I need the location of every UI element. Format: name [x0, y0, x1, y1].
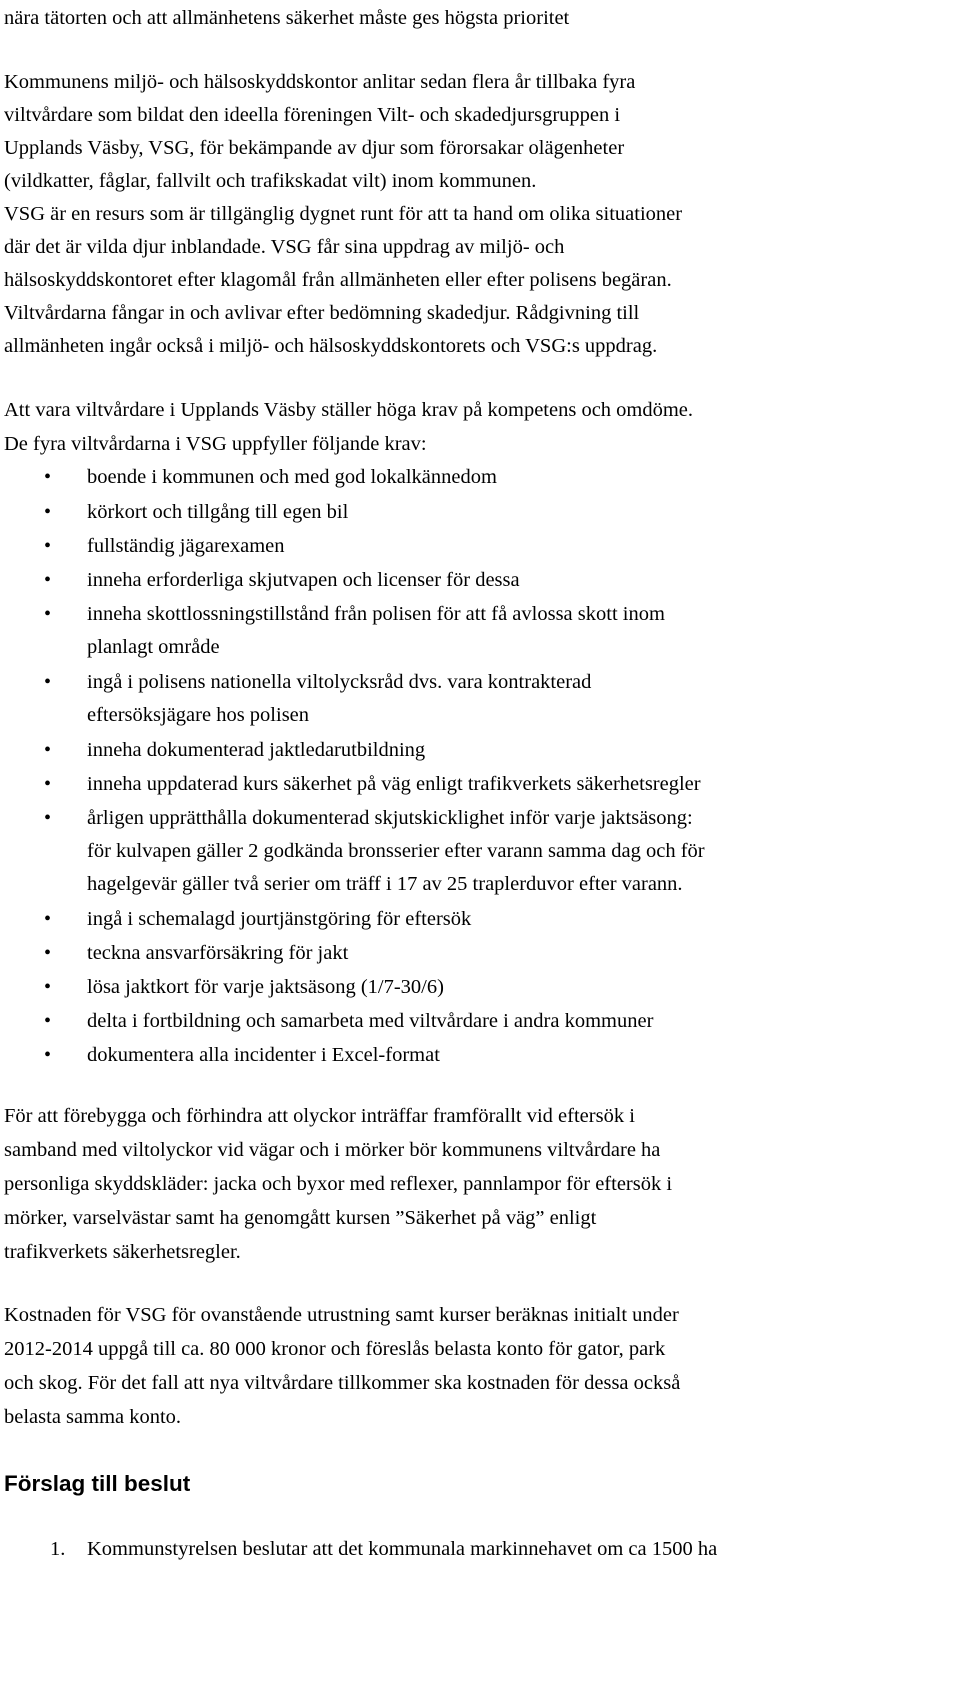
- text-line: trafikverkets säkerhetsregler.: [4, 1241, 241, 1263]
- list-item: teckna ansvarförsäkring för jakt: [87, 942, 349, 964]
- bullet-icon: •: [44, 569, 52, 591]
- list-item: inneha skottlossningstillstånd från polisen för att få avlossa skott inom: [87, 603, 665, 625]
- list-item: ingå i polisens nationella viltolycksråd dvs. vara kontrakterad: [87, 671, 592, 693]
- list-item-continuation: eftersöksjägare hos polisen: [87, 704, 310, 726]
- text-line: Upplands Väsby, VSG, för bekämpande av djur som förorsakar olägenheter: [4, 137, 625, 159]
- list-item: delta i fortbildning och samarbeta med viltvårdare i andra kommuner: [87, 1010, 654, 1032]
- text-line: Att vara viltvårdare i Upplands Väsby ställer höga krav på kompetens och omdöme.: [4, 399, 694, 421]
- text-line: De fyra viltvårdarna i VSG uppfyller följande krav:: [4, 433, 427, 455]
- text-line: där det är vilda djur inblandade. VSG får sina uppdrag av miljö- och: [4, 236, 565, 258]
- text-line: Kommunens miljö- och hälsoskyddskontor anlitar sedan flera år tillbaka fyra: [4, 71, 636, 93]
- list-item-continuation: planlagt område: [87, 636, 220, 658]
- text-line: (vildkatter, fåglar, fallvilt och trafikskadat vilt) inom kommunen.: [4, 170, 537, 192]
- list-item-continuation: hagelgevär gäller två serier om träff i 17 av 25 traplerduvor efter varann.: [87, 873, 683, 895]
- bullet-icon: •: [44, 976, 52, 998]
- text-line: allmänheten ingår också i miljö- och hälsoskyddskontorets och VSG:s uppdrag.: [4, 335, 658, 357]
- bullet-icon: •: [44, 1044, 52, 1066]
- text-line: mörker, varselvästar samt ha genomgått kursen ”Säkerhet på väg” enligt: [4, 1207, 597, 1229]
- bullet-icon: •: [44, 1010, 52, 1032]
- list-item: körkort och tillgång till egen bil: [87, 501, 349, 523]
- bullet-icon: •: [44, 773, 52, 795]
- text-line: belasta samma konto.: [4, 1406, 182, 1428]
- text-line: 2012-2014 uppgå till ca. 80 000 kronor och föreslås belasta konto för gator, park: [4, 1338, 666, 1360]
- text-line: VSG är en resurs som är tillgänglig dygnet runt för att ta hand om olika situationer: [4, 203, 683, 225]
- list-item: boende i kommunen och med god lokalkännedom: [87, 466, 497, 488]
- list-item: lösa jaktkort för varje jaktsäsong (1/7-30/6): [87, 976, 444, 998]
- list-item: årligen upprätthålla dokumenterad skjutskicklighet inför varje jaktsäsong:: [87, 807, 693, 829]
- bullet-icon: •: [44, 942, 52, 964]
- list-item: inneha erforderliga skjutvapen och licenser för dessa: [87, 569, 520, 591]
- bullet-icon: •: [44, 466, 52, 488]
- list-item: fullständig jägarexamen: [87, 535, 285, 557]
- text-line: Kostnaden för VSG för ovanstående utrustning samt kurser beräknas initialt under: [4, 1304, 679, 1326]
- text-line: Viltvårdarna fångar in och avlivar efter bedömning skadedjur. Rådgivning till: [4, 302, 640, 324]
- bullet-icon: •: [44, 535, 52, 557]
- bullet-icon: •: [44, 501, 52, 523]
- list-item: dokumentera alla incidenter i Excel-format: [87, 1044, 440, 1066]
- section-heading: Förslag till beslut: [4, 1471, 191, 1496]
- list-item: inneha dokumenterad jaktledarutbildning: [87, 739, 426, 761]
- list-item: inneha uppdaterad kurs säkerhet på väg enligt trafikverkets säkerhetsregler: [87, 773, 701, 795]
- bullet-icon: •: [44, 603, 52, 625]
- text-line: samband med viltolyckor vid vägar och i mörker bör kommunens viltvårdare ha: [4, 1139, 661, 1161]
- text-line: viltvårdare som bildat den ideella föreningen Vilt- och skadedjursgruppen i: [4, 104, 621, 126]
- text-line: personliga skyddskläder: jacka och byxor med reflexer, pannlampor för eftersök i: [4, 1173, 673, 1195]
- intro-line: nära tätorten och att allmänhetens säkerhet måste ges högsta prioritet: [4, 7, 570, 29]
- text-line: För att förebygga och förhindra att olyckor inträffar framförallt vid eftersök i: [4, 1105, 635, 1127]
- list-item: Kommunstyrelsen beslutar att det kommunala markinnehavet om ca 1500 ha: [87, 1538, 718, 1560]
- list-number: 1.: [50, 1538, 66, 1560]
- list-item-continuation: för kulvapen gäller 2 godkända bronsserier efter varann samma dag och för: [87, 840, 705, 862]
- text-line: hälsoskyddskontoret efter klagomål från allmänheten eller efter polisens begäran.: [4, 269, 672, 291]
- bullet-icon: •: [44, 671, 52, 693]
- text-line: och skog. För det fall att nya viltvårdare tillkommer ska kostnaden för dessa också: [4, 1372, 681, 1394]
- bullet-icon: •: [44, 739, 52, 761]
- bullet-icon: •: [44, 908, 52, 930]
- bullet-icon: •: [44, 807, 52, 829]
- list-item: ingå i schemalagd jourtjänstgöring för eftersök: [87, 908, 472, 930]
